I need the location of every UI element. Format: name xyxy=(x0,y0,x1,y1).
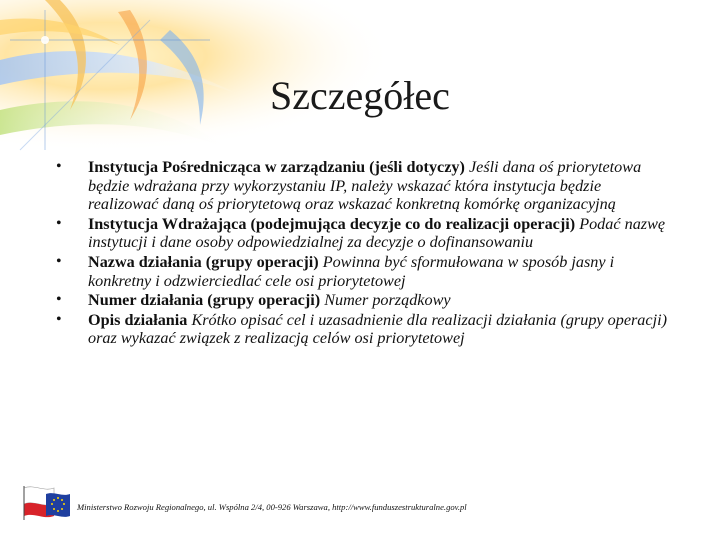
bullet-item xyxy=(50,158,670,214)
bullet-marker: • xyxy=(56,252,62,270)
bullet-description: Powinna być sformułowana w sposób jasny i konkretny i odzwierciedlać cele osi priorytetowej xyxy=(88,252,615,290)
bullet-item xyxy=(50,253,670,290)
bullet-list xyxy=(50,158,670,349)
bullet-heading: Numer działania (grupy operacji) xyxy=(88,291,325,310)
bullet-heading: Instytucja Wdrażająca (podejmująca decyzje co do realizacji operacji) xyxy=(88,214,580,233)
bullet-marker: • xyxy=(56,158,62,175)
bullet-marker: • xyxy=(56,291,62,309)
bullet-item xyxy=(50,291,670,310)
poland-eu-flag-logo-icon xyxy=(20,482,72,522)
bullet-description: Jeśli dana oś priorytetowa będzie wdrażana przy wykorzystaniu IP, należy wskazać która instytucja będzie realizować daną oś priorytetową oraz wskazać konkretną komórkę organizacyjną xyxy=(88,158,642,214)
bullet-description: Podać nazwę instytucji i dane osoby odpowiedzialnej za decyzje o dofinansowaniu xyxy=(88,214,666,252)
bullet-description: Numer porządkowy xyxy=(324,291,451,310)
footer-address: Ministerstwo Rozwoju Regionalnego, ul. Wspólna 2/4, 00-926 Warszawa, http://www.funduszestrukturalne.gov.pl xyxy=(77,502,467,512)
bullet-heading: Nazwa działania (grupy operacji) xyxy=(88,252,323,271)
bullet-item xyxy=(50,311,670,348)
bullet-item xyxy=(50,215,670,252)
bullet-marker: • xyxy=(56,214,62,232)
bullet-description: Krótko opisać cel i uzasadnienie dla realizacji działania (grupy operacji) oraz wykazać związek z realizacją celów osi priorytetowej xyxy=(88,310,667,348)
bullet-heading: Opis działania xyxy=(88,310,192,329)
bullet-heading: Instytucja Pośrednicząca w zarządzaniu (jeśli dotyczy) xyxy=(88,158,469,176)
slide-title: Szczegółec xyxy=(270,73,450,118)
bullet-marker: • xyxy=(56,310,62,328)
